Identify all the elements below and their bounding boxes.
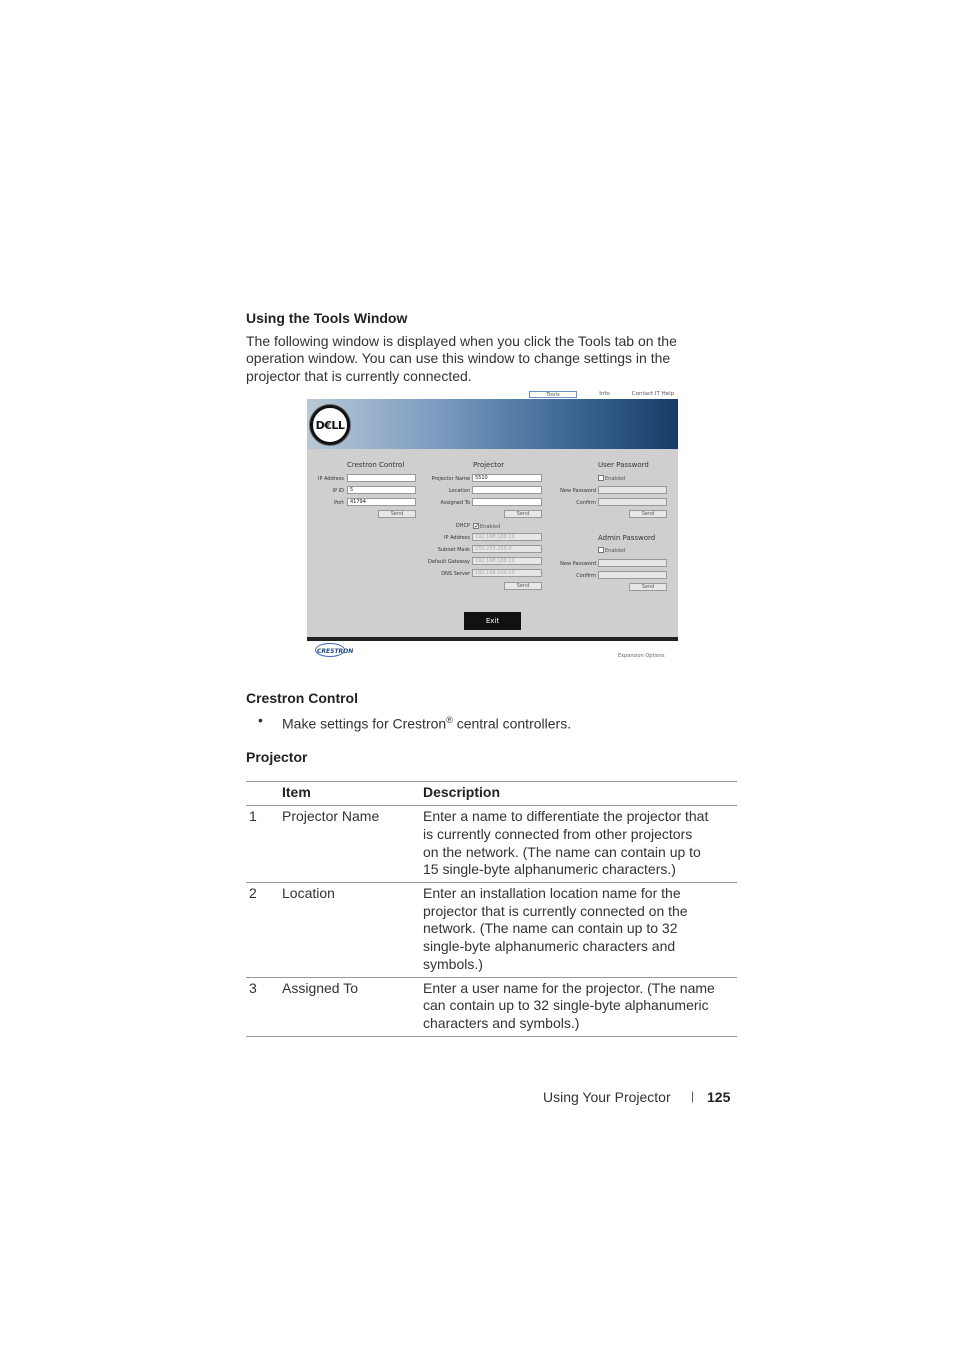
- tab-info[interactable]: Info: [599, 391, 610, 397]
- tools-panel: [307, 449, 678, 637]
- user-new-password-field[interactable]: [598, 486, 667, 494]
- ip-id-label: IP ID: [332, 488, 344, 494]
- dns-server-label: DNS Server: [441, 571, 470, 577]
- crestron-bullet-text: [282, 712, 571, 733]
- admin-new-password-label: New Password: [560, 561, 596, 567]
- network-send-button[interactable]: Send: [504, 582, 542, 590]
- exit-button[interactable]: Exit: [464, 612, 521, 630]
- projector-title: Projector: [473, 461, 505, 469]
- tab-contact-it-help[interactable]: Contact IT Help: [631, 391, 675, 397]
- intro-line-2: operation window. You can use this window to change settings in the: [246, 350, 671, 366]
- admin-confirm-label: Confirm: [576, 573, 596, 579]
- user-password-enabled-label: Enabled: [605, 476, 626, 482]
- table-bottom-rule: [246, 1036, 737, 1037]
- row-3-item: Assigned To: [282, 980, 359, 996]
- registered-mark: ®: [446, 715, 453, 725]
- header-banner: [307, 399, 678, 449]
- projector-name-field[interactable]: 5510: [472, 474, 542, 482]
- row-2-number: 2: [249, 885, 257, 901]
- user-password-enabled-checkbox[interactable]: [598, 475, 604, 481]
- ip-id-field[interactable]: 5: [347, 486, 416, 494]
- admin-confirm-field[interactable]: [598, 571, 667, 579]
- ip-address-label: IP Address: [318, 476, 344, 482]
- row-3-desc-2: can contain up to 32 single-byte alphanumeric: [423, 997, 709, 1013]
- assigned-to-field[interactable]: [472, 498, 542, 506]
- projector-heading: Projector: [246, 749, 308, 765]
- user-password-title: User Password: [598, 461, 649, 469]
- row-2-rule: [246, 977, 737, 978]
- default-gateway-label: Default Gateway: [428, 559, 470, 565]
- header-description: Description: [423, 784, 501, 800]
- net-ip-address-field[interactable]: 192.168.100.10: [472, 533, 542, 541]
- user-new-password-label: New Password: [560, 488, 596, 494]
- footer-bar: [307, 637, 678, 641]
- user-password-send-button[interactable]: Send: [629, 510, 667, 518]
- row-1-rule: [246, 882, 737, 883]
- default-gateway-field[interactable]: 192.168.100.10: [472, 557, 542, 565]
- port-field[interactable]: 41794: [347, 498, 416, 506]
- expansion-options-link[interactable]: Expansion Options: [618, 653, 665, 659]
- dell-logo: D€LL: [310, 405, 350, 445]
- row-2-desc-1: Enter an installation location name for the: [423, 885, 681, 901]
- row-1-number: 1: [249, 808, 257, 824]
- row-1-desc-3: on the network. (The name can contain up to: [423, 844, 701, 860]
- row-3-desc-3: characters and symbols.): [423, 1015, 580, 1031]
- tools-window-screenshot: [307, 391, 678, 666]
- tab-tools[interactable]: Tools: [529, 391, 577, 398]
- row-2-desc-2: projector that is currently connected on the: [423, 903, 688, 919]
- user-confirm-label: Confirm: [576, 500, 596, 506]
- user-confirm-field[interactable]: [598, 498, 667, 506]
- row-1-desc-2: is currently connected from other projectors: [423, 826, 693, 842]
- projector-send-button[interactable]: Send: [504, 510, 542, 518]
- intro-line-1: The following window is displayed when you click the Tools tab on the: [246, 333, 677, 349]
- crestron-send-button[interactable]: Send: [378, 510, 416, 518]
- location-label: Location: [448, 488, 470, 494]
- table-header-rule: [246, 805, 737, 806]
- dhcp-enabled-label: Enabled: [480, 524, 501, 530]
- row-2-desc-3: network. (The name can contain up to 32: [423, 920, 678, 936]
- admin-password-enabled-label: Enabled: [605, 548, 626, 554]
- row-2-desc-4: single-byte alphanumeric characters and: [423, 938, 676, 954]
- dhcp-label: DHCP: [455, 523, 470, 529]
- dhcp-checkbox[interactable]: ✓: [474, 523, 480, 530]
- row-1-item: Projector Name: [282, 808, 380, 824]
- crestron-logo: CRESTRON: [317, 648, 354, 655]
- admin-password-enabled-checkbox[interactable]: [598, 547, 604, 553]
- subnet-mask-field[interactable]: 255.255.255.0: [472, 545, 542, 553]
- header-item: Item: [282, 784, 311, 800]
- row-2-desc-5: symbols.): [423, 956, 483, 972]
- subnet-mask-label: Subnet Mask: [437, 547, 470, 553]
- row-1-desc-4: 15 single-byte alphanumeric characters.): [423, 861, 676, 877]
- bullet-dot: •: [258, 712, 263, 728]
- admin-password-send-button[interactable]: Send: [629, 583, 667, 591]
- net-ip-address-label: IP Address: [444, 535, 470, 541]
- crestron-bullet-post: central controllers.: [452, 715, 572, 732]
- page-number: 125: [707, 1089, 731, 1105]
- admin-password-title: Admin Password: [598, 534, 656, 542]
- intro-line-3: projector that is currently connected.: [246, 368, 472, 384]
- dns-server-field[interactable]: 192.168.100.10: [472, 569, 542, 577]
- section-title: Using the Tools Window: [246, 310, 408, 326]
- footer-text: Using Your Projector: [543, 1089, 671, 1105]
- crestron-ip-address-field[interactable]: [347, 474, 416, 482]
- footer-separator: |: [691, 1089, 695, 1103]
- projector-name-label: Projector Name: [431, 476, 470, 482]
- assigned-to-label: Assigned To: [440, 500, 470, 506]
- crestron-control-title: Crestron Control: [347, 461, 405, 469]
- row-3-desc-1: Enter a user name for the projector. (The name: [423, 980, 715, 996]
- admin-new-password-field[interactable]: [598, 559, 667, 567]
- location-field[interactable]: [472, 486, 542, 494]
- port-label: Port: [334, 500, 344, 506]
- row-1-desc-1: Enter a name to differentiate the projector that: [423, 808, 709, 824]
- crestron-control-heading: Crestron Control: [246, 690, 358, 706]
- table-top-rule: [246, 781, 737, 782]
- row-2-item: Location: [282, 885, 335, 901]
- crestron-bullet-pre: Make settings for Crestron: [282, 715, 447, 732]
- row-3-number: 3: [249, 980, 257, 996]
